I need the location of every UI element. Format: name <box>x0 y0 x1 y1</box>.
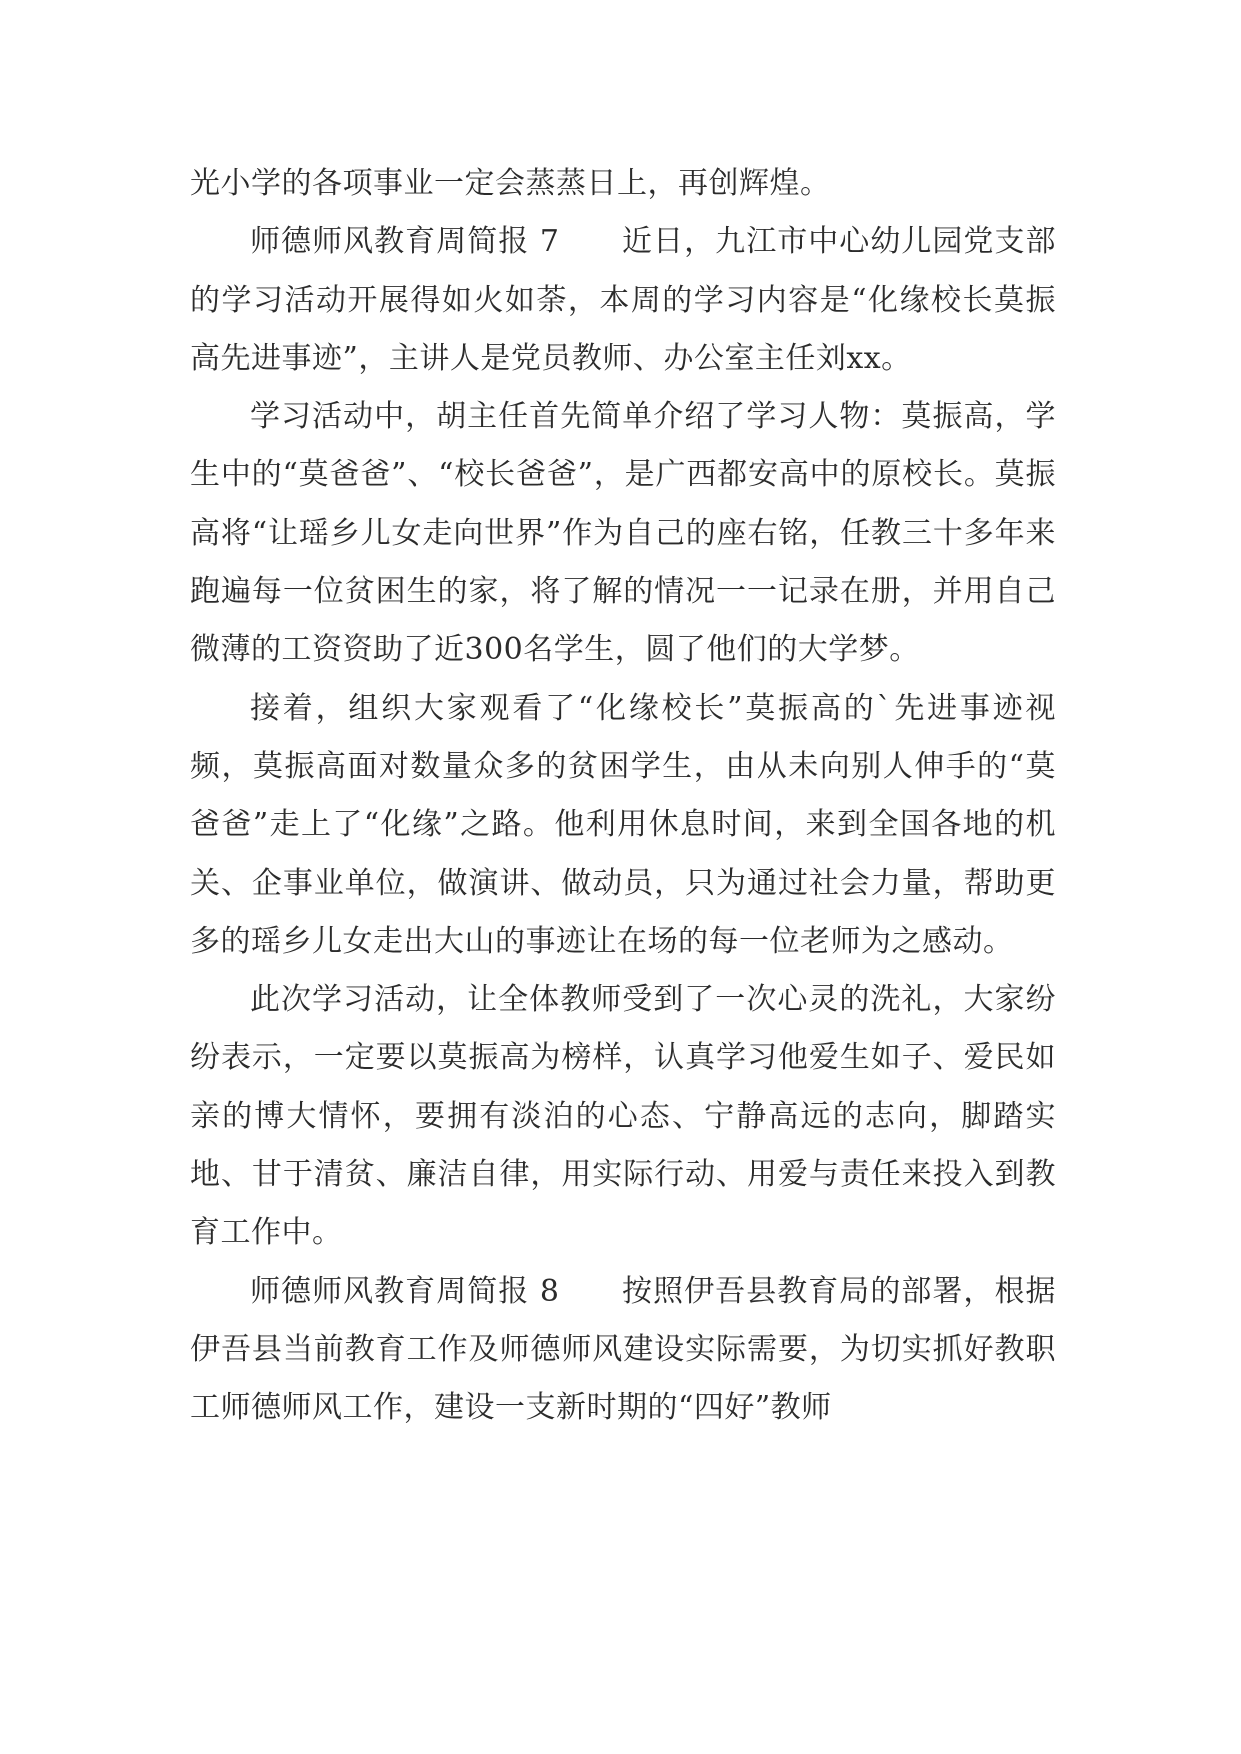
paragraph-continuation: 光小学的各项事业一定会蒸蒸日上，再创辉煌。 <box>190 166 831 201</box>
paragraph-activity-summary: 此次学习活动，让全体教师受到了一次心灵的洗礼，大家纷纷表示，一定要以莫振高为榜样，认真学习他爱生如子、爱民如亲的博大情怀，要拥有淡泊的心态、宁静高远的志向，脚踏实地、甘于清贫、廉洁自律，用实际行动、用爱与责任来投入到教育工作中。 <box>190 982 1056 1251</box>
paragraph-bulletin-8-intro: 师德师风教育周简报 8 按照伊吾县教育局的部署，根据伊吾县当前教育工作及师德师风建设实际需要，为切实抓好教职工师德师风工作，建设一支新时期的“四好”教师 <box>190 1273 1056 1426</box>
document-body <box>190 155 1056 1438</box>
paragraph-bulletin-7-intro: 师德师风教育周简报 7 近日，九江市中心幼儿园党支部的学习活动开展得如火如荼，本周的学习内容是“化缘校长莫振高先进事迹”，主讲人是党员教师、办公室主任刘xx。 <box>190 224 1056 376</box>
paragraph-introduction-of-mo-zhengao: 学习活动中，胡主任首先简单介绍了学习人物：莫振高，学生中的“莫爸爸”、“校长爸爸”，是广西都安高中的原校长。莫振高将“让瑶乡儿女走向世界”作为自己的座右铭，任教三十多年来跑遍每一位贫困生的家，将了解的情况一一记录在册，并用自己微薄的工资资助了近300名学生，圆了他们的大学梦。 <box>190 399 1056 668</box>
paragraph-video-viewing: 接着，组织大家观看了“化缘校长”莫振高的`先进事迹视频，莫振高面对数量众多的贫困学生，由从未向别人伸手的“莫爸爸”走上了“化缘”之路。他利用休息时间，来到全国各地的机关、企事业单位，做演讲、做动员，只为通过社会力量，帮助更多的瑶乡儿女走出大山的事迹让在场的每一位老师为之感动。 <box>190 690 1056 959</box>
